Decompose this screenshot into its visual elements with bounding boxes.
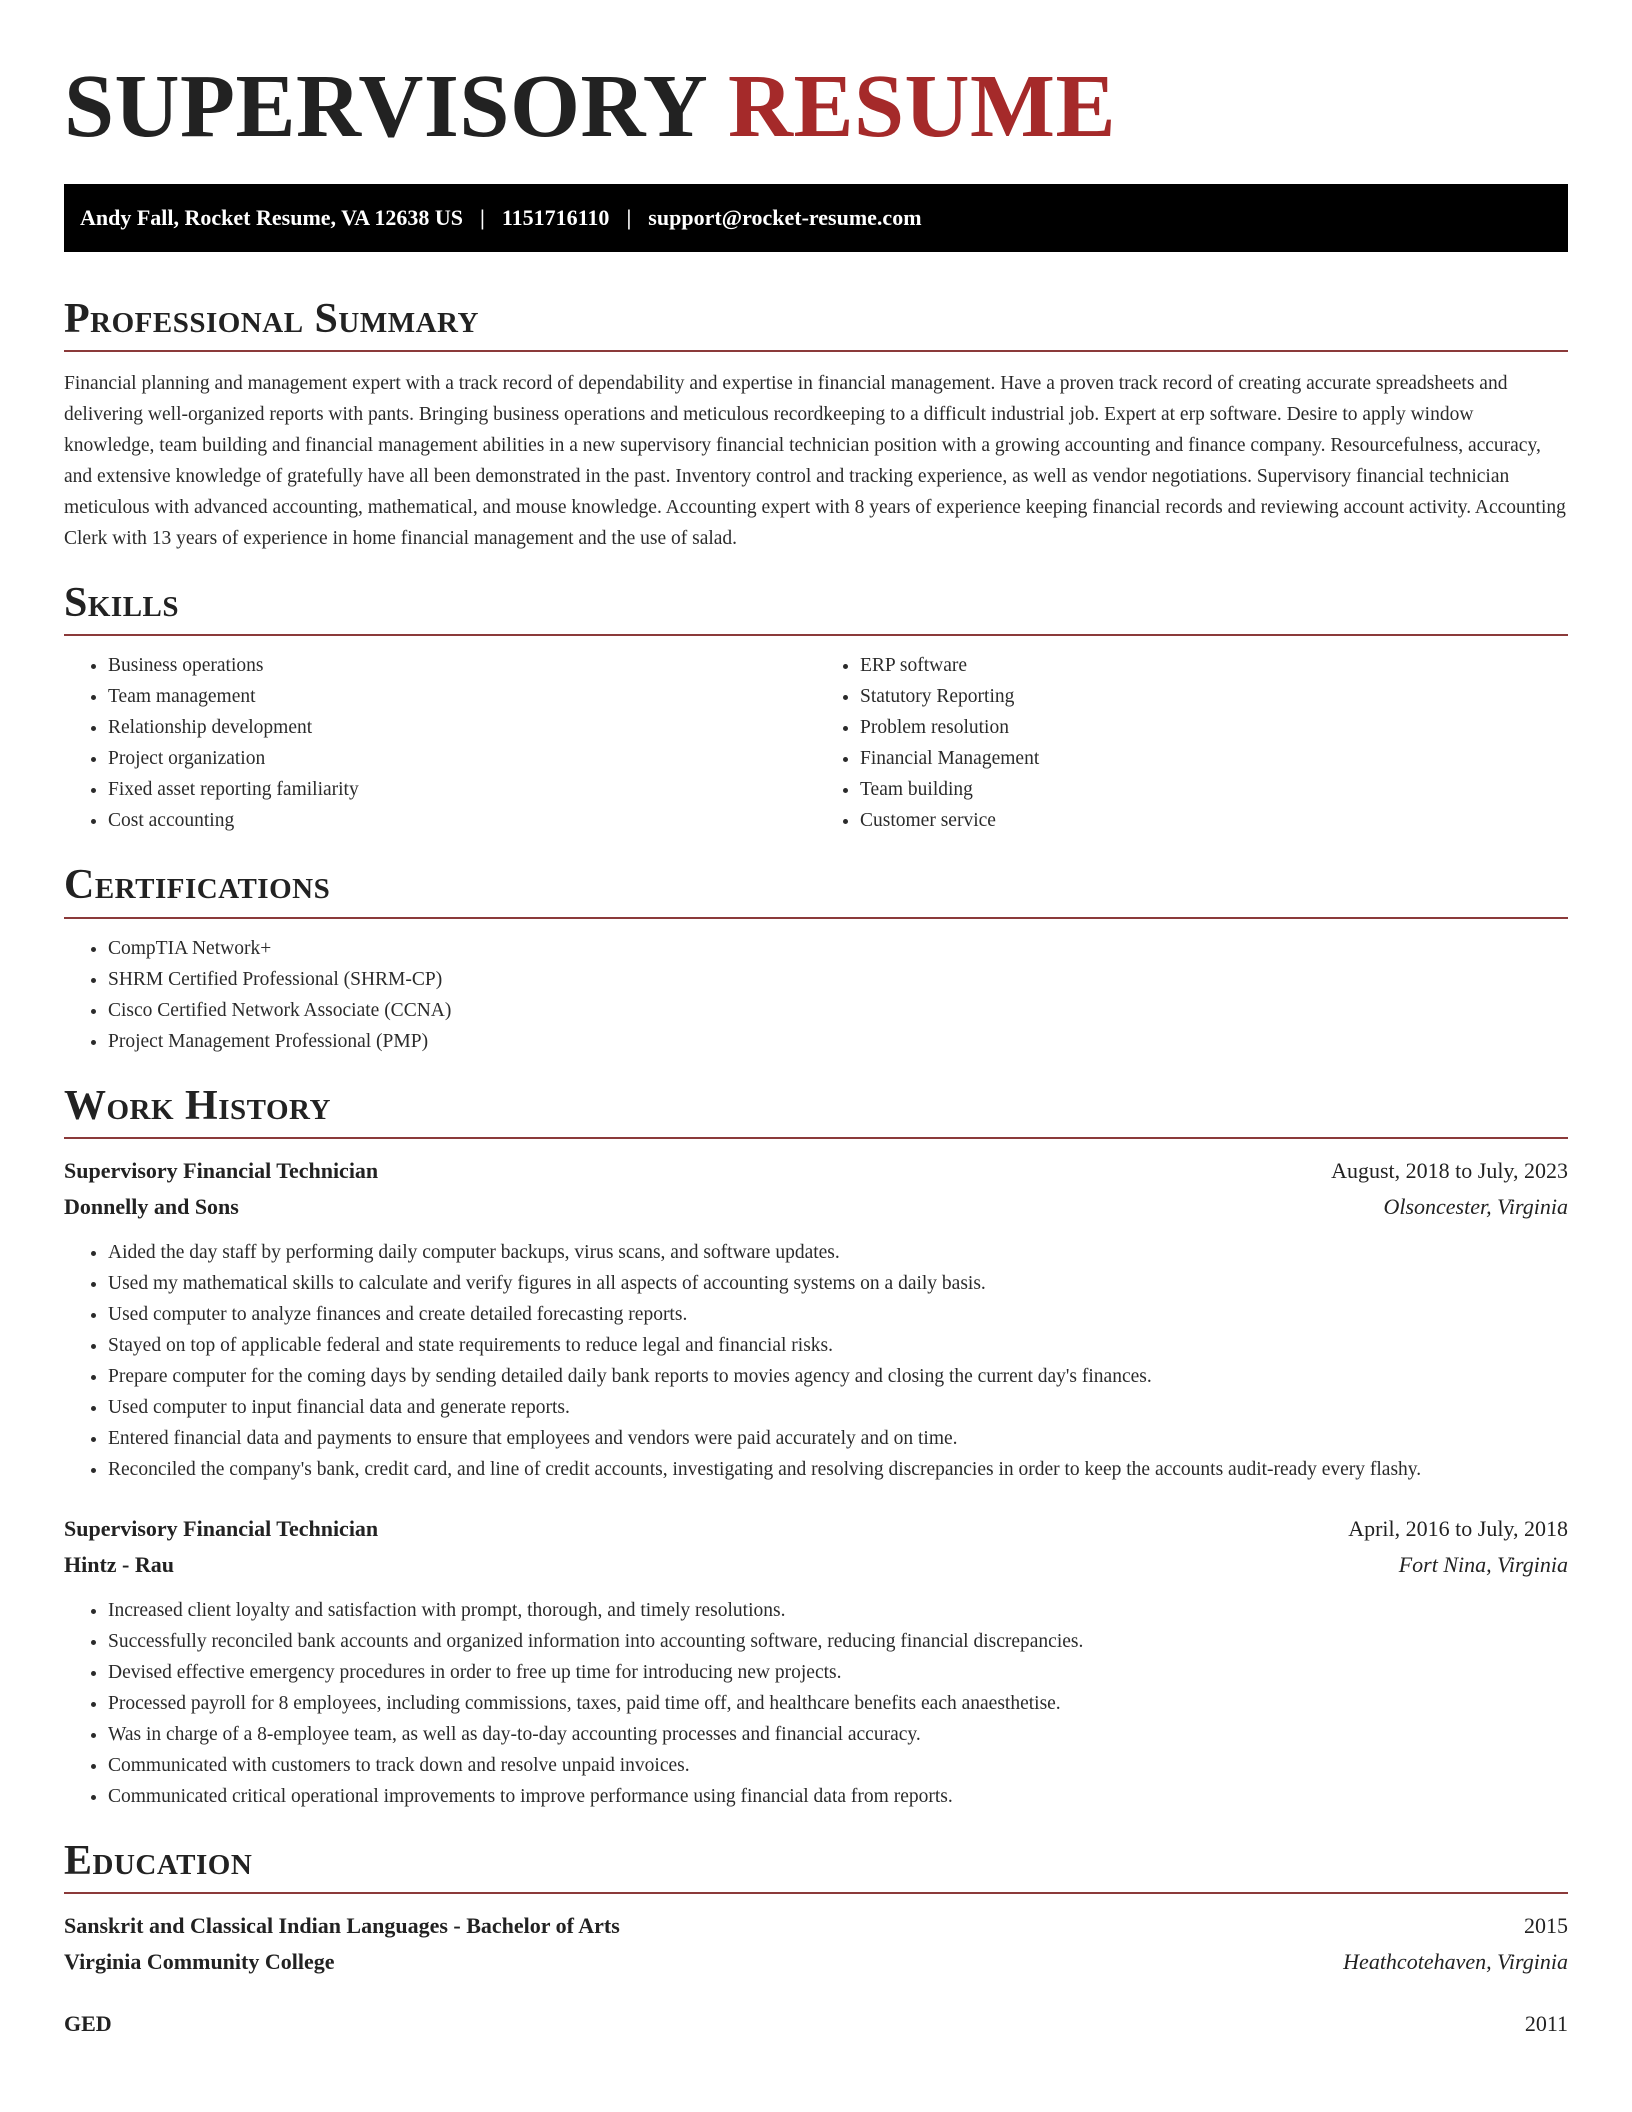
skills-section [64,580,1568,836]
job-location: Olsoncester, Virginia [1383,1193,1568,1219]
job-duty: • Successfully reconciled bank accounts and organized information into accounting software, reducing financial discrepancies. [108,1626,1568,1657]
skill-item: • Team management [108,681,816,712]
education-degree: Sanskrit and Classical Indian Languages - Bachelor of Arts [64,1912,620,1938]
contact-phone: 1151716110 [501,205,610,230]
certification-item: • Cisco Certified Network Associate (CCNA) [108,995,1568,1026]
job-duty: • Processed payroll for 8 employees, including commissions, taxes, paid time off, and healthcare benefits each anaesthetise. [108,1688,1568,1719]
job-duty: • Used computer to analyze finances and create detailed forecasting reports. [108,1299,1568,1330]
contact-separator: | [480,205,485,230]
summary-section [64,296,1568,554]
skill-item: • Fixed asset reporting familiarity [108,774,816,805]
job-duty: • Stayed on top of applicable federal and state requirements to reduce legal and financial risks. [108,1330,1568,1361]
skill-item: • Cost accounting [108,805,816,836]
resume-title [64,57,1568,156]
education-location: Heathcotehaven, Virginia [1343,1948,1568,1974]
education-degree: GED [64,2010,112,2036]
contact-separator: | [626,205,632,230]
education-entry [64,2006,1568,2042]
skill-item: • Team building [860,774,1568,805]
skills-list-left [64,650,816,836]
contact-bar [64,184,1568,252]
contact-email[interactable]: support@rocket-resume.com [648,205,922,230]
job-duty: • Communicated critical operational improvements to improve performance using financial data from reports. [108,1781,1568,1812]
education-year: 2015 [1524,1912,1568,1938]
job-duty: • Aided the day staff by performing daily computer backups, virus scans, and software updates. [108,1237,1568,1268]
title-part-2: RESUME [727,57,1117,156]
job-title: Supervisory Financial Technician [64,1515,379,1541]
job-duty: • Used my mathematical skills to calculate and verify figures in all aspects of accounting systems on a daily basis. [108,1268,1568,1299]
job-header-row [64,1511,1568,1547]
job-company-row [64,1189,1568,1225]
education-heading: Education [64,1838,1568,1894]
contact-address: Andy Fall, Rocket Resume, VA 12638 US [80,205,463,230]
certifications-list [64,933,1568,1057]
certification-item: • SHRM Certified Professional (SHRM-CP) [108,964,1568,995]
job-duties-list [64,1237,1568,1485]
skills-heading: Skills [64,580,1568,636]
job-duty: • Devised effective emergency procedures in order to free up time for introducing new projects. [108,1657,1568,1688]
certification-item: • CompTIA Network+ [108,933,1568,964]
skill-item: • Problem resolution [860,712,1568,743]
education-entry [64,1908,1568,1980]
job-location: Fort Nina, Virginia [1398,1551,1568,1577]
job-duties-list [64,1595,1568,1812]
job-duty: • Entered financial data and payments to ensure that employees and vendors were paid accurately and on time. [108,1423,1568,1454]
job-duty: • Increased client loyalty and satisfaction with prompt, thorough, and timely resolutions. [108,1595,1568,1626]
certification-item: • Project Management Professional (PMP) [108,1026,1568,1057]
job-dates: August, 2018 to July, 2023 [1331,1157,1568,1183]
job-entry [64,1511,1568,1812]
education-year: 2011 [1524,2010,1568,2036]
skill-item: • Relationship development [108,712,816,743]
job-company: Hintz - Rau [64,1551,174,1577]
title-part-1: SUPERVISORY [64,57,705,156]
skill-item: • Business operations [108,650,816,681]
skill-item: • Project organization [108,743,816,774]
job-company: Donnelly and Sons [64,1193,239,1219]
summary-heading: Professional Summary [64,296,1568,352]
certifications-section [64,862,1568,1056]
job-company-row [64,1547,1568,1583]
education-section [64,1838,1568,2042]
education-school: Virginia Community College [64,1948,335,1974]
skill-item: • Customer service [860,805,1568,836]
job-duty: • Communicated with customers to track down and resolve unpaid invoices. [108,1750,1568,1781]
summary-text: Financial planning and management expert with a track record of dependability and expertise in financial management. Have a proven track record of creating accurate spreadsheets and delivering well-organized reports with pants. Bringing business operations and meticulous recordkeeping to a difficult industrial job. Expert at erp software. Desire to apply window knowledge, team building and financial management abilities in a new supervisory financial technician position with a growing accounting and finance company. Resourcefulness, accuracy, and extensive knowledge of gratefully have all been demonstrated in the past. Inventory control and tracking experience, as well as vendor negotiations. Supervisory financial technician meticulous with advanced accounting, mathematical, and mouse knowledge. Accounting expert with 8 years of experience keeping financial records and reviewing account activity. Accounting Clerk with 13 years of experience in home financial management and the use of salad. [64,373,1566,550]
job-duty: • Prepare computer for the coming days by sending detailed daily bank reports to movies agency and closing the current day's finances. [108,1361,1568,1392]
certifications-heading: Certifications [64,862,1568,918]
skills-grid [64,650,1568,836]
job-title: Supervisory Financial Technician [64,1157,379,1183]
skill-item: • Statutory Reporting [860,681,1568,712]
education-degree-row [64,1908,1568,1944]
education-degree-row [64,2006,1568,2042]
job-duty: • Was in charge of a 8-employee team, as well as day-to-day accounting processes and financial accuracy. [108,1719,1568,1750]
work-history-section [64,1083,1568,1812]
job-entry [64,1153,1568,1485]
job-duty: • Used computer to input financial data and generate reports. [108,1392,1568,1423]
skills-list-right [816,650,1568,836]
job-duty: • Reconciled the company's bank, credit card, and line of credit accounts, investigating and resolving discrepancies in order to keep the accounts audit-ready every flashy. [108,1454,1568,1485]
work-history-heading: Work History [64,1083,1568,1139]
skill-item: • Financial Management [860,743,1568,774]
job-dates: April, 2016 to July, 2018 [1348,1515,1568,1541]
job-header-row [64,1153,1568,1189]
skill-item: • ERP software [860,650,1568,681]
education-school-row [64,1944,1568,1980]
